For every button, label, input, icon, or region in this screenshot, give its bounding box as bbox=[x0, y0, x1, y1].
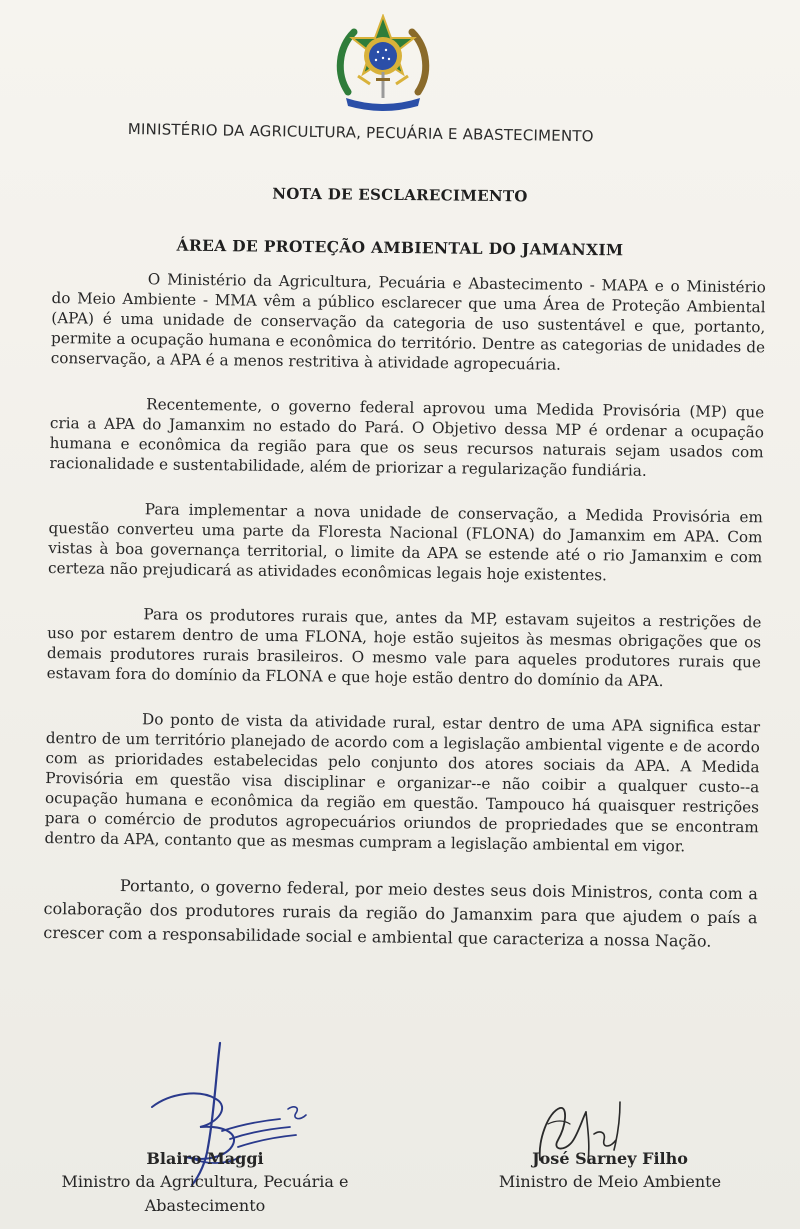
paragraph: Portanto, o governo federal, por meio destes seus dois Ministros, conta com a colaboração dos produtores rurais da região do Jamanxim para que ajudem o país a crescer com a responsabilidade social e ambiental que caracteriza a nossa Nação. bbox=[43, 875, 758, 951]
signature-block-left bbox=[40, 1148, 370, 1218]
paragraph: Do ponto de vista da atividade rural, estar dentro de uma APA significa estar dentro de um território planejado de acordo com a legislação ambiental vigente e de acordo com as prioridades estabelecidas pelo conjunto dos atores sociais da APA. A Medida Provisória em questão visa disciplinar e organizar--e não coibir a qualquer custo--a ocupação humana e econômica da região em questão. Tampouco há quaisquer restrições para o comércio de produtos agropecuários oriundos de propriedades que se encontram dentro da APA, contanto que as mesmas cumpram a legislação ambiental em vigor. bbox=[44, 710, 761, 856]
signatory-role: Ministro de Meio Ambiente bbox=[498, 1172, 722, 1191]
document-title: NOTA DE ESCLARECIMENTO bbox=[272, 184, 528, 206]
document-body bbox=[43, 268, 766, 979]
signature-block-right bbox=[470, 1148, 750, 1194]
signatory-name: José Sarney Filho bbox=[532, 1149, 688, 1168]
paragraph: Para implementar a nova unidade de conservação, a Medida Provisória em questão converteu uma parte da Floresta Nacional (FLONA) do Jamanxim em APA. Com vistas à boa governança territorial, o limite da APA se estende até o rio Jamanxim e com certeza não prejudicará as atividades econômicas legais hoje existentes. bbox=[47, 500, 763, 585]
document-subtitle: ÁREA DE PROTEÇÃO AMBIENTAL DO JAMANXIM bbox=[176, 235, 624, 260]
paragraph: Para os produtores rurais que, antes da MP, estavam sujeitos a restrições de uso por estarem dentro de uma FLONA, hoje estão sujeitos às mesmas obrigações que os demais produtores rurais brasileiros. O mesmo vale para aqueles produtores rurais que estavam fora do domínio da FLONA e que hoje estão dentro do domínio da APA. bbox=[46, 605, 762, 691]
coat-of-arms-icon bbox=[328, 14, 438, 114]
paragraph: O Ministério da Agricultura, Pecuária e Abastecimento - MAPA e o Ministério do Meio Ambiente - MMA vêm a público esclarecer que uma Área de Proteção Ambiental (APA) é uma unidade de conservação da categoria de uso sustentável e que, portanto, permite a ocupação humana e econômica do território. Dentre as categorias de unidades de conservação, a APA é a menos restritiva à atividade agropecuária. bbox=[50, 270, 766, 374]
signatory-role: Abastecimento bbox=[144, 1196, 266, 1215]
signatory-name: Blairo Maggi bbox=[146, 1149, 264, 1168]
ministry-header: MINISTÉRIO DA AGRICULTURA, PECUÁRIA E ABASTECIMENTO bbox=[127, 120, 594, 146]
signatory-role: Ministro da Agricultura, Pecuária e bbox=[61, 1172, 349, 1191]
paragraph: Recentemente, o governo federal aprovou uma Medida Provisória (MP) que cria a APA do Jamanxim no estado do Pará. O Objetivo dessa MP é ordenar a ocupação humana e econômica da região para que os seus recursos naturais sejam usados com racionalidade e sustentabilidade, além de priorizar a regularização fundiária. bbox=[49, 395, 765, 480]
